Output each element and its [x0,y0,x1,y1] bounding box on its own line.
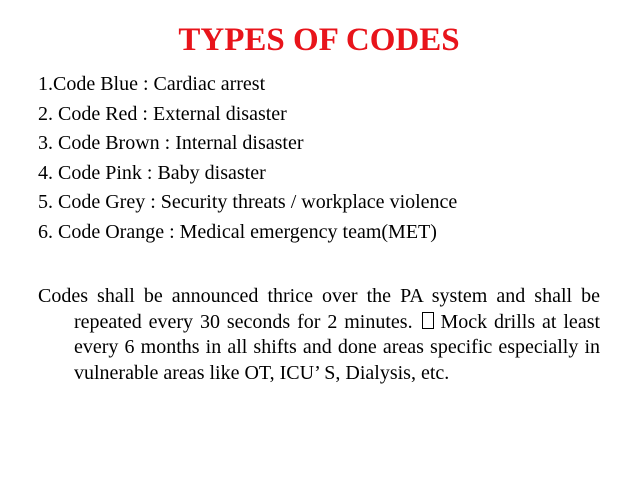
code-item-orange: 6. Code Orange : Medical emergency team(MET) [38,220,437,243]
code-item-brown: 3. Code Brown : Internal disaster [38,132,304,155]
code-list [38,70,457,248]
announcement-paragraph [38,284,600,386]
code-item-red: 2. Code Red : External disaster [38,102,287,125]
missing-glyph-icon [422,312,434,329]
code-item-grey: 5. Code Grey : Security threats / workplace violence [38,191,458,214]
slide-title: TYPES OF CODES [178,22,460,58]
code-item-pink: 4. Code Pink : Baby disaster [38,161,266,184]
code-item-blue: 1.Code Blue : Cardiac arrest [38,73,266,95]
announcement-text: Codes shall be announced thrice over the PA system and shall be repeated every 30 seconds for 2 minutes. [38,285,600,333]
mock-drill-text: Mock drills at least every 6 months in all shifts and done areas specific especially in vulnerable areas like OT, ICU’ S, Dialysis, etc. [74,310,601,384]
